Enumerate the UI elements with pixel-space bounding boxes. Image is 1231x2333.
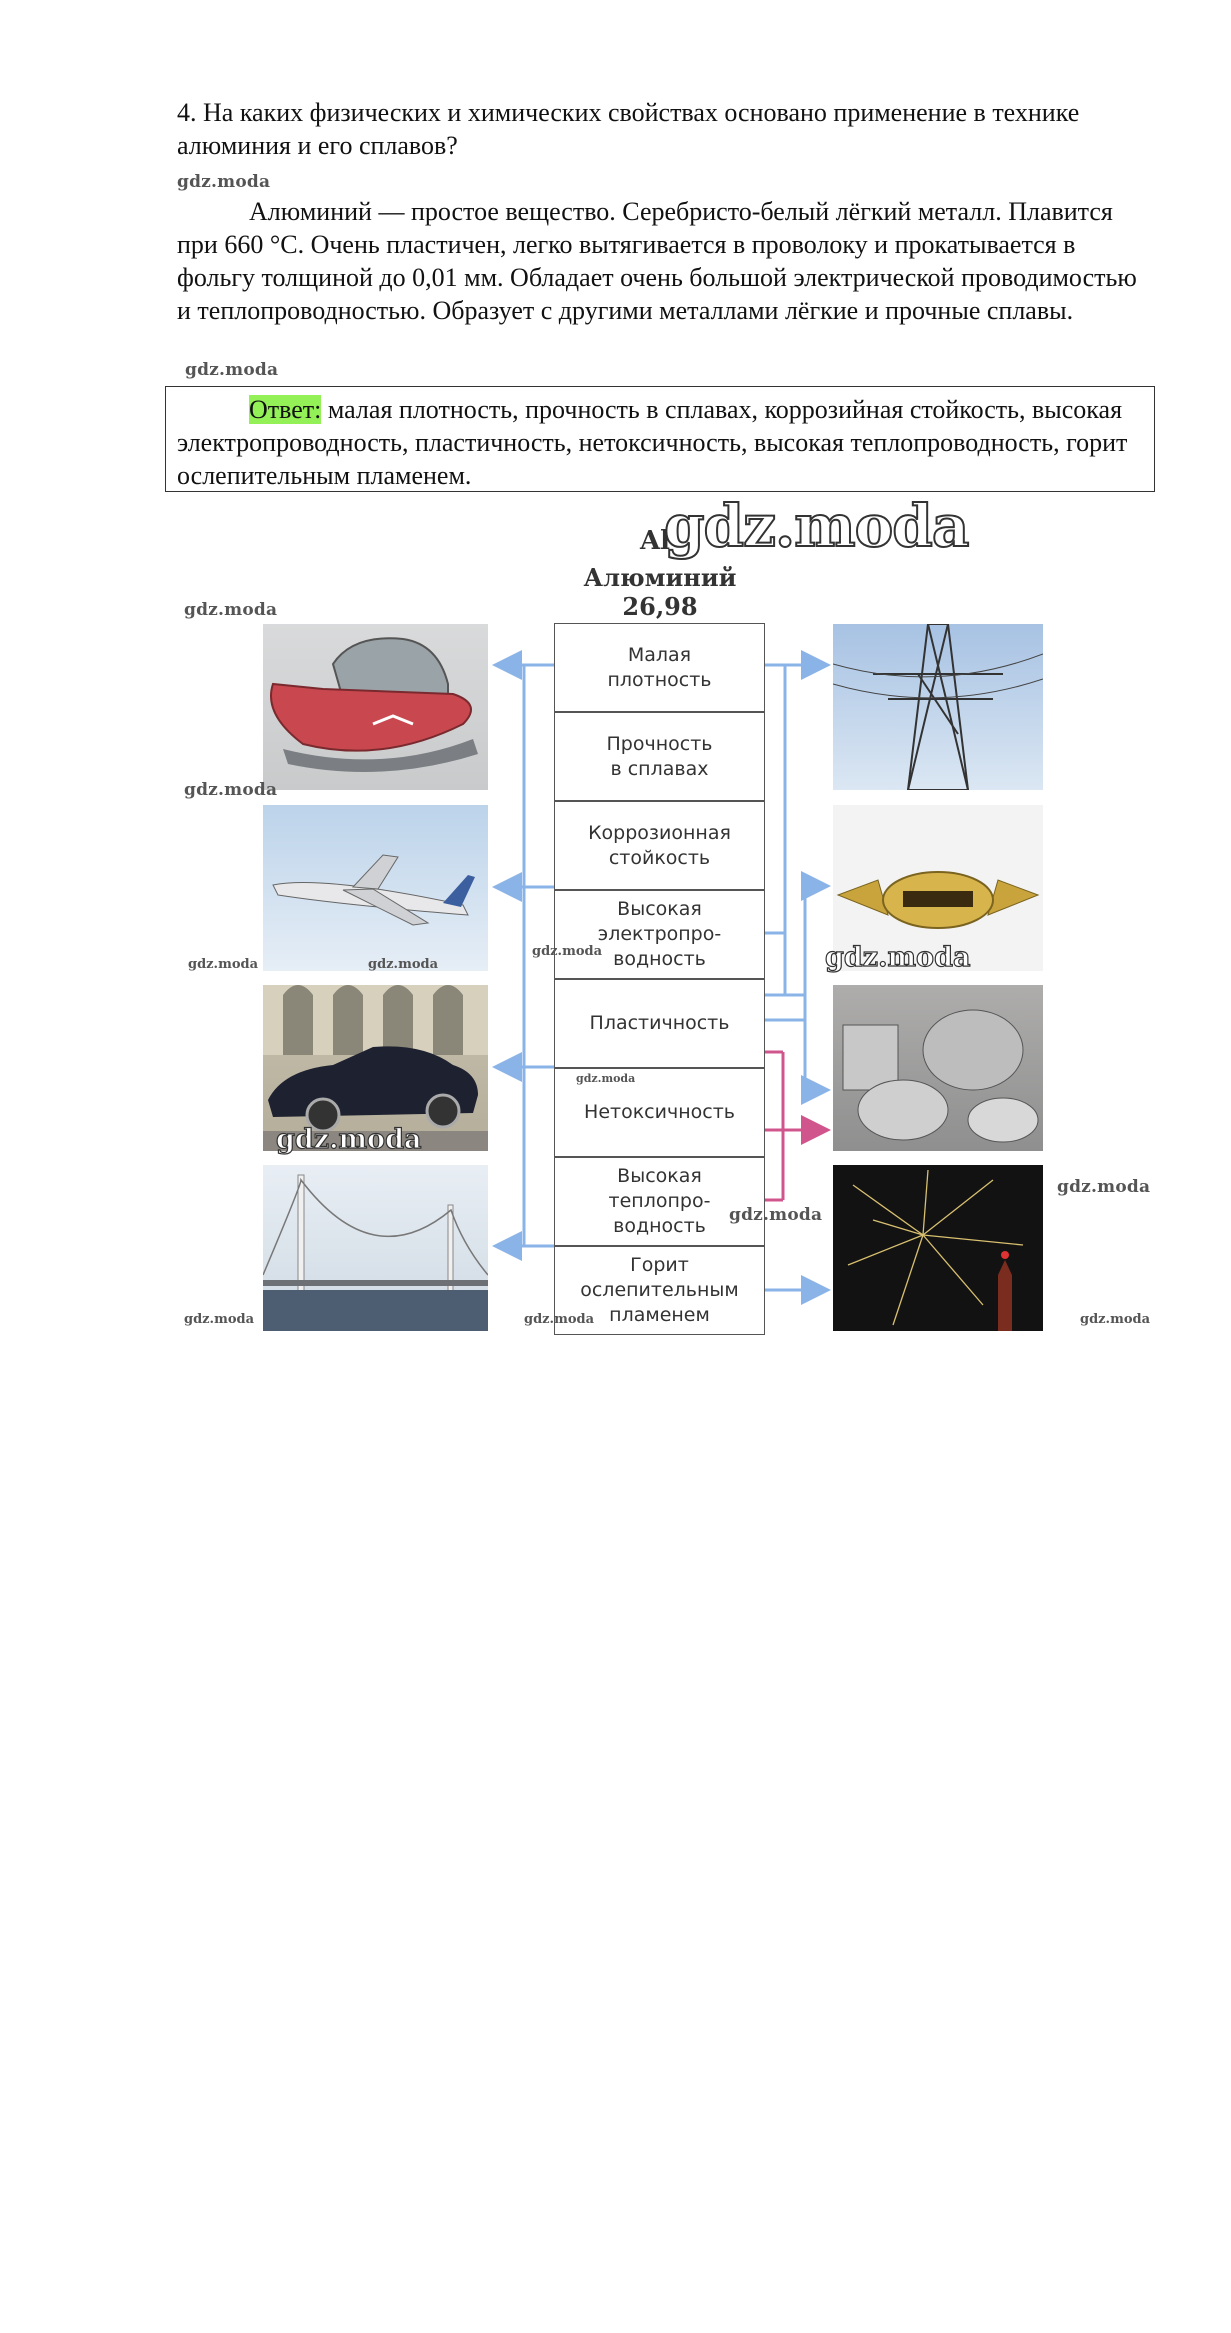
watermark: gdz.moda bbox=[177, 172, 271, 192]
property-non-toxicity: Нетоксичность bbox=[554, 1068, 765, 1157]
property-corrosion-resistance: Коррозионная стойкость bbox=[554, 801, 765, 890]
watermark: gdz.moda bbox=[825, 942, 971, 973]
watermark: gdz.moda bbox=[1057, 1177, 1151, 1197]
watermark: gdz.moda bbox=[532, 944, 603, 959]
power-pylon-photo bbox=[833, 624, 1043, 790]
property-plasticity: Пластичность bbox=[554, 979, 765, 1068]
cookware-photo bbox=[833, 985, 1043, 1151]
element-mass: 26,98 bbox=[622, 592, 698, 621]
watermark: gdz.moda bbox=[368, 957, 439, 972]
property-burns-bright: Горит ослепительным пламенем bbox=[554, 1246, 765, 1335]
paragraph-text: Алюминий — простое вещество. Серебристо-белый лёгкий металл. Плавится при 660 °С. Очень пластичен, легко вытягивается в проволоку и прокатывается в фольгу толщиной до 0,01 мм. Обладает очень большой электрической проводимостью и теплопроводностью. Образует с другими металлами лёгкие и прочные сплавы. bbox=[177, 197, 1137, 325]
watermark: gdz.moda bbox=[184, 600, 278, 620]
watermark: gdz.moda bbox=[185, 360, 279, 380]
watermark: gdz.moda bbox=[184, 780, 278, 800]
properties-column bbox=[554, 623, 765, 2333]
answer-text: малая плотность, прочность в сплавах, коррозийная стойкость, высокая электропроводность, пластичность, нетоксичность, высокая теплопроводность, горит ослепительным пламенем. bbox=[177, 395, 1128, 490]
watermark: gdz.moda bbox=[276, 1124, 422, 1155]
watermark: gdz.moda bbox=[524, 1312, 595, 1327]
question-text: 4. На каких физических и химических свойствах основано применение в технике алюминия и его сплавов? bbox=[177, 98, 1080, 160]
watermark: gdz.moda bbox=[184, 1312, 255, 1327]
element-name: Алюминий bbox=[583, 563, 737, 592]
property-alloy-strength: Прочность в сплавах bbox=[554, 712, 765, 801]
large-watermark: gdz.moda bbox=[664, 492, 969, 560]
watermark: gdz.moda bbox=[729, 1205, 823, 1225]
property-low-density: Малая плотность bbox=[554, 623, 765, 712]
airplane-photo bbox=[263, 805, 488, 971]
answer-label: Ответ: bbox=[249, 395, 322, 424]
hovercraft-photo bbox=[263, 624, 488, 790]
watermark: gdz.moda bbox=[188, 957, 259, 972]
element-symbol: Al bbox=[640, 526, 671, 556]
watermark: gdz.moda bbox=[1080, 1312, 1151, 1327]
bridge-photo bbox=[263, 1165, 488, 1331]
fireworks-photo bbox=[833, 1165, 1043, 1331]
property-electric-conductivity: Высокая электропро- водность bbox=[554, 890, 765, 979]
watermark: gdz.moda bbox=[576, 1072, 636, 1085]
property-thermal-conductivity: Высокая теплопро- водность bbox=[554, 1157, 765, 1246]
